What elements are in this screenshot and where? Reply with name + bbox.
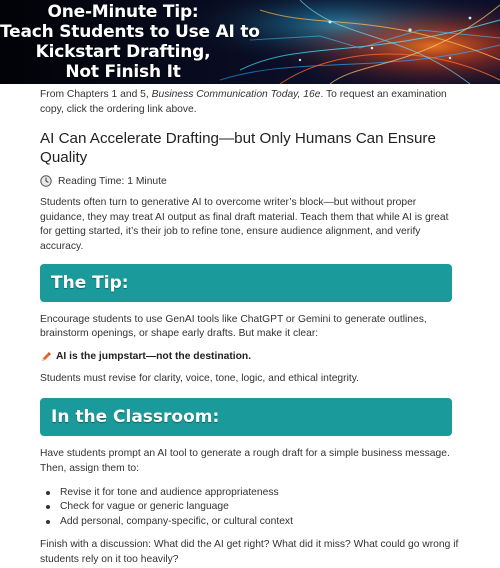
key-point-text: AI is the jumpstart—not the destination. [56,351,252,363]
book-title: Business Communication Today, 16e [151,89,321,100]
list-item: Add personal, company-specific, or cultural context [58,515,460,530]
article-heading: AI Can Accelerate Drafting—but Only Humans Can Ensure Quality [40,130,436,167]
pencil-icon [40,351,52,363]
article-body [40,84,460,568]
source-note [40,88,460,117]
tip-followup: Students must revise for clarity, voice, tone, logic, and ethical integrity. [40,372,359,384]
tip-banner [40,264,452,302]
reading-time [40,175,460,187]
hero-banner [0,0,500,84]
hero-title [0,2,260,82]
intro-paragraph: Students often turn to generative AI to overcome writer’s block—but without proper guidance, they may treat AI output as final draft material. Teach them that while AI is great for getting started, it’s their job to refine tone, ensure audience alignment, and verify accuracy. [40,197,449,252]
classroom-banner [40,398,452,436]
hero-title-line: Not Finish It [65,62,181,82]
task-list [40,486,460,530]
source-suffix: . To request an examination copy, click the ordering link above. [40,89,447,115]
tip-banner-label: The Tip: [51,272,129,293]
source-prefix: From Chapters 1 and 5, [40,89,152,100]
hero-title-line: Kickstart Drafting, [35,42,211,62]
tip-paragraph: Encourage students to use GenAI tools like ChatGPT or Gemini to generate outlines, brainstorm openings, or shape early drafts. But make it clear: [40,313,427,340]
key-point [40,351,460,363]
reading-time-label: Reading Time: 1 Minute [58,175,167,187]
hero-title-line: Teach Students to Use AI to [0,22,260,42]
list-item: Check for vague or generic language [58,500,460,515]
classroom-paragraph: Have students prompt an AI tool to generate a rough draft for a simple business message. Then, assign them to: [40,448,450,474]
hero-title-line: One-Minute Tip: [47,2,199,22]
classroom-banner-label: In the Classroom: [51,407,220,428]
discussion-paragraph: Finish with a discussion: What did the AI get right? What did it miss? What could go wrong if students rely on it too heavily? [40,539,459,565]
list-item: Revise it for tone and audience appropriateness [58,486,460,501]
clock-icon [40,175,52,187]
